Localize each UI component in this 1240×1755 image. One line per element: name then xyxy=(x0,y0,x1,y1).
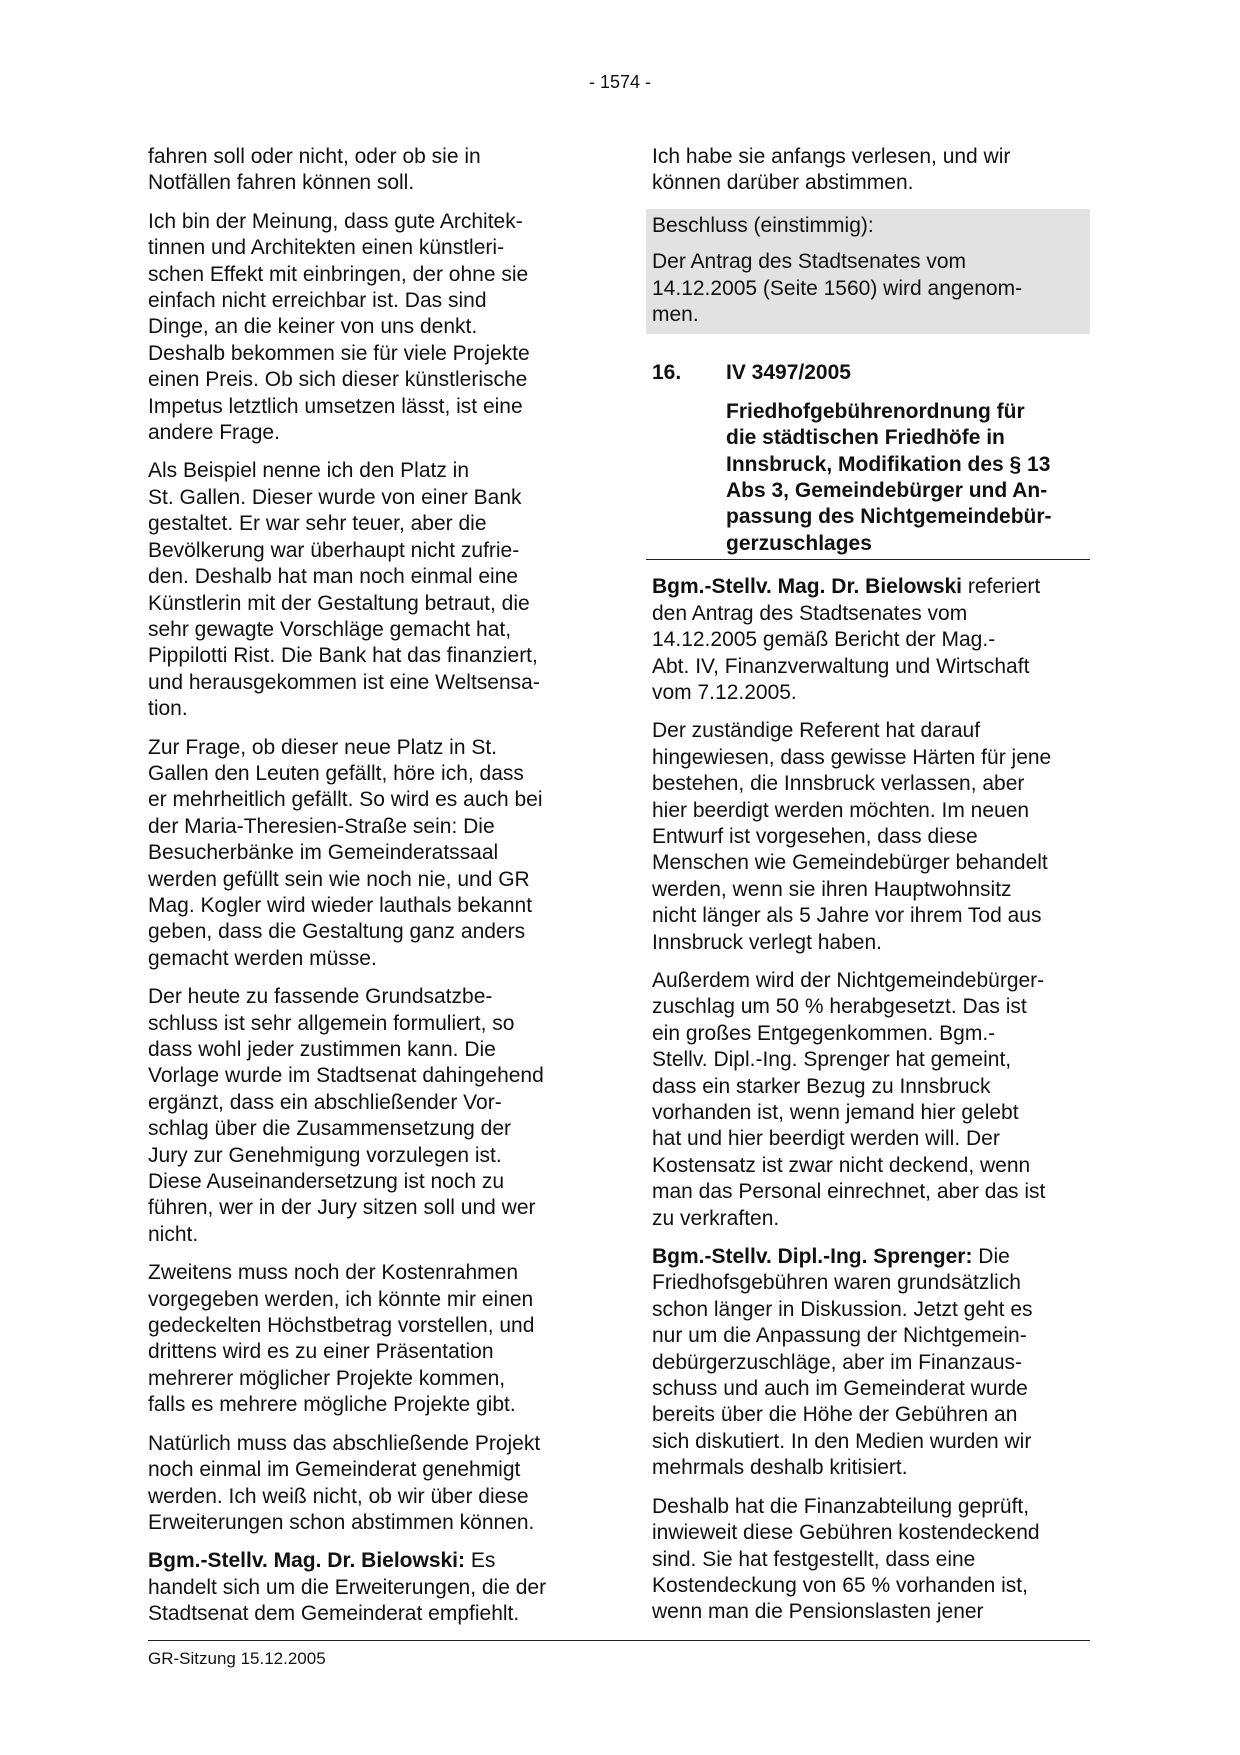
speaker-paragraph xyxy=(652,574,1090,706)
left-column xyxy=(148,144,578,1640)
paragraph: Als Beispiel nenne ich den Platz in St. Gallen. Dieser wurde von einer Bank gestaltet. Er war sehr teuer, aber die Bevölkerung war überhaupt nicht zufrie- den. Deshalb hat man noch einmal eine Künstlerin mit der Gestaltung betraut, die sehr gewagte Vorschläge gemacht hat, Pippilotti Rist. Die Bank hat das finanziert, und herausgekommen ist eine Weltsensa- tion. xyxy=(148,459,540,721)
paragraph: fahren soll oder nicht, oder ob sie in Notfällen fahren können soll. xyxy=(148,145,481,195)
paragraph: Der heute zu fassende Grundsatzbe- schluss ist sehr allgemein formuliert, so dass wohl jeder zustimmen kann. Die Vorlage wurde im Stadtsenat dahingehend ergänzt, dass ein abschließender Vor- schlag über die Zusammensetzung der Jury zur Genehmigung vorzulegen ist. Diese Auseinandersetzung ist noch zu führen, wer in der Jury sitzen soll und wer nicht. xyxy=(148,985,544,1246)
paragraph: Außerdem wird der Nichtgemeindebürger- zuschlag um 50 % herabgesetzt. Das ist ein großes Entgegenkommen. Bgm.- Stellv. Dipl.-Ing. Sprenger hat gemeint, dass ein starker Bezug zu Innsbruck vorhanden ist, wenn jemand hier gelebt hat und hier beerdigt werden will. Der Kostensatz ist zwar nicht deckend, wenn man das Personal einrechnet, aber das ist zu verkraften. xyxy=(652,968,1046,1230)
divider xyxy=(646,559,1090,560)
speaker-name: Bgm.-Stellv. Mag. Dr. Bielowski: xyxy=(148,1549,466,1573)
paragraph: Zweitens muss noch der Kostenrahmen vorgegeben werden, ich könnte mir einen gedeckelten Höchstbetrag vorstellen, und drittens wird es zu einer Präsentation mehrerer möglicher Projekte kommen, falls es mehrere mögliche Projekte gibt. xyxy=(148,1261,535,1417)
footer-divider xyxy=(148,1640,1090,1641)
right-column xyxy=(652,144,1090,1638)
paragraph: Ich bin der Meinung, dass gute Architek- tinnen und Architekten einen künstleri- schen Effekt mit einbringen, der ohne sie einfach nicht erreichbar ist. Das sind Dinge, an die keiner von uns denkt. Deshalb bekommen sie für viele Projekte einen Preis. Ob sich dieser künstlerische Impetus letztlich umsetzen lässt, ist eine andere Frage. xyxy=(148,209,530,445)
resolution-text: Der Antrag des Stadtsenates vom 14.12.2005 (Seite 1560) wird angenom- men. xyxy=(652,250,1023,327)
agenda-item-title: Friedhofgebührenordnung für die städtischen Friedhöfe in Innsbruck, Modifikation des § 13 Abs 3, Gemeindebürger und An- passung des Nichtgemeindebür- gerzuschlages xyxy=(726,399,1052,555)
speaker-paragraph xyxy=(148,1548,578,1627)
agenda-item-header xyxy=(652,360,1090,386)
footer: GR-Sitzung 15.12.2005 xyxy=(148,1649,326,1668)
speaker-name: Bgm.-Stellv. Dipl.-Ing. Sprenger: xyxy=(652,1245,973,1269)
paragraph: Der zuständige Referent hat darauf hingewiesen, dass gewisse Härten für jene bestehen, die Innsbruck verlassen, aber hier beerdigt werden möchten. Im neuen Entwurf ist vorgesehen, dass diese Menschen wie Gemeindebürger behandelt werden, wenn sie ihren Hauptwohnsitz nicht länger als 5 Jahre vor ihrem Tod aus Innsbruck verlegt haben. xyxy=(652,719,1052,954)
speaker-text: Die Friedhofsgebühren waren grundsätzlich schon länger in Diskussion. Jetzt geht es nur um die Anpassung der Nichtgemein- debürgerzuschläge, aber im Finanzaus- schuss und auch im Gemeinderat wurde bereits über die Höhe der Gebühren an sich diskutiert. In den Medien wurden wir mehrmals deshalb kritisiert. xyxy=(652,1245,1033,1480)
agenda-item-reference: IV 3497/2005 xyxy=(726,361,851,385)
page-number: - 1574 - xyxy=(588,72,652,92)
resolution-box xyxy=(646,209,1090,335)
agenda-item xyxy=(652,360,1090,557)
paragraph: Deshalb hat die Finanzabteilung geprüft, inwieweit diese Gebühren kostendeckend sind. Sie hat festgestellt, dass eine Kostendeckung von 65 % vorhanden ist, wenn man die Pensionslasten jener xyxy=(652,1494,1040,1624)
paragraph: Ich habe sie anfangs verlesen, und wir können darüber abstimmen. xyxy=(652,145,1011,195)
resolution-label: Beschluss (einstimmig): xyxy=(652,213,874,237)
speaker-paragraph xyxy=(652,1244,1090,1482)
speaker-name: Bgm.-Stellv. Mag. Dr. Bielowski xyxy=(652,575,963,599)
agenda-item-number: 16. xyxy=(652,361,682,385)
paragraph: Natürlich muss das abschließende Projekt noch einmal im Gemeinderat genehmigt werden. Ich weiß nicht, ob wir über diese Erweiterungen schon abstimmen können. xyxy=(148,1431,541,1534)
speaker-text: Es handelt sich um die Erweiterungen, die der Stadtsenat dem Gemeinderat empfiehlt. xyxy=(148,1549,547,1626)
speaker-text: referiert den Antrag des Stadtsenates vom 14.12.2005 gemäß Bericht der Mag.- Abt. IV, Finanzverwaltung und Wirtschaft vom 7.12.2005. xyxy=(652,575,1041,704)
paragraph: Zur Frage, ob dieser neue Platz in St. Gallen den Leuten gefällt, höre ich, dass er mehrheitlich gefällt. So wird es auch bei der Maria-Theresien-Straße sein: Die Besucherbänke im Gemeinderatssaal werden gefüllt sein wie noch nie, und GR Mag. Kogler wird wieder lauthals bekannt geben, dass die Gestaltung ganz anders gemacht werden müsse. xyxy=(148,735,543,970)
